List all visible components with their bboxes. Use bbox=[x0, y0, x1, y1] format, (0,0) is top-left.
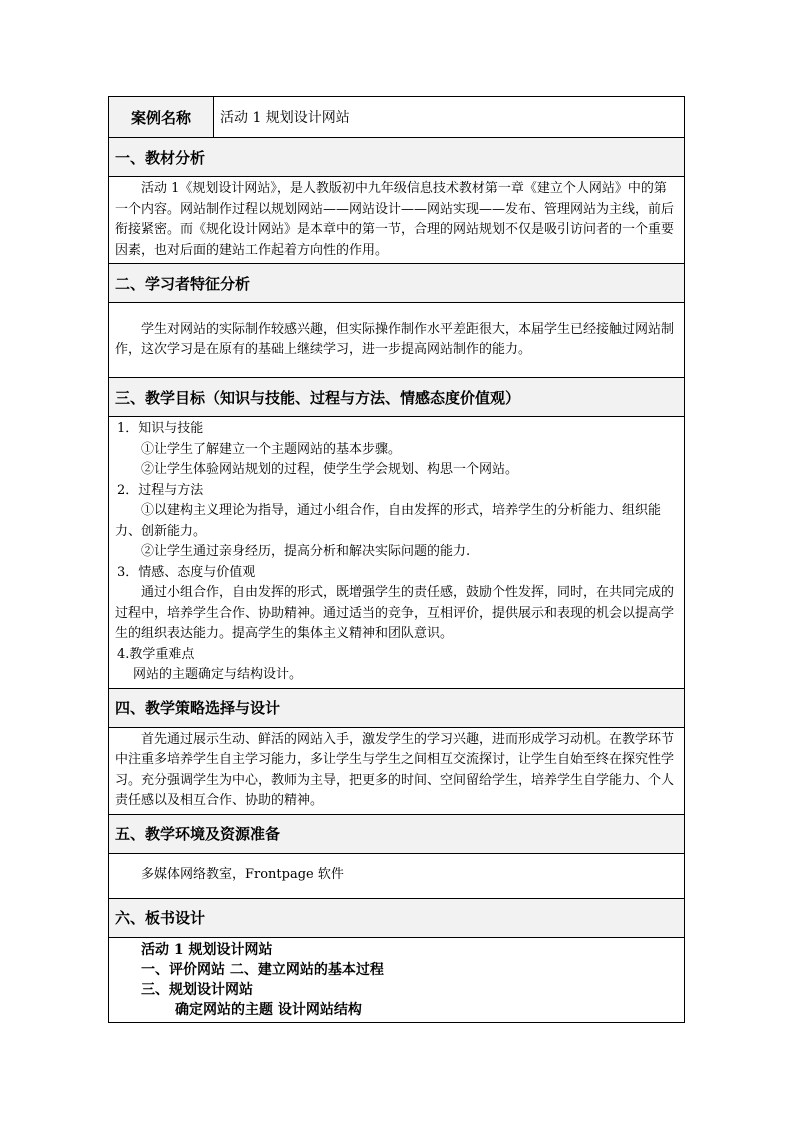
objective-heading: 4.教学重难点 bbox=[117, 646, 195, 662]
lesson-plan-table bbox=[108, 96, 685, 1023]
board-line: 三、规划设计网站 bbox=[141, 981, 253, 998]
section5-text: 多媒体网络教室，Frontpage 软件 bbox=[141, 867, 344, 883]
section2-text: 学生对网站的实际制作较感兴趣，但实际操作制作水平差距很大，本届学生已经接触过网站制作，这次学习是在原有的基础上继续学习，进一步提高网站制作的能力。 bbox=[115, 321, 675, 357]
header-row bbox=[109, 97, 685, 138]
section1-title: 一、教材分析 bbox=[109, 138, 685, 177]
section-header-row bbox=[109, 378, 685, 417]
board-line: 活动 1 规划设计网站 bbox=[141, 941, 273, 958]
objective-item: 网站的主题确定与结构设计。 bbox=[133, 667, 303, 682]
board-line: 确定网站的主题 设计网站结构 bbox=[175, 1001, 362, 1018]
objective-heading: 1．知识与技能 bbox=[117, 421, 204, 436]
board-line: 一、评价网站 二、建立网站的基本过程 bbox=[141, 961, 384, 978]
objective-heading: 3．情感、态度与价值观 bbox=[117, 564, 256, 580]
section-body-row bbox=[109, 417, 685, 689]
section-header-row bbox=[109, 138, 685, 177]
section4-text: 首先通过展示生动、鲜活的网站入手，激发学生的学习兴趣，进而形成学习动机。在教学环节中注重多培养学生自主学习能力，多让学生与学生之间相互交流探讨，让学生自始至终在探究性学习。充分强调学生为中心，教师为主导，把更多的时间、空间留给学生，培养学生自学能力、个人责任感以及相互合作、协助的精神。 bbox=[115, 731, 675, 808]
objective-item: 通过小组合作，自由发挥的形式，既增强学生的责任感，鼓励个性发挥，同时，在共同完成的过程中，培养学生合作、协助精神。通过适当的竞争，互相评价，提供展示和表现的机会以提高学生的组织表达能力。提高学生的集体主义精神和团队意识。 bbox=[115, 585, 675, 641]
board-design bbox=[109, 937, 685, 1022]
section4-body bbox=[109, 727, 685, 814]
section3-title: 三、教学目标（知识与技能、过程与方法、情感态度价值观） bbox=[109, 378, 685, 417]
objective-item: ②让学生通过亲身经历，提高分析和解决实际问题的能力. bbox=[141, 544, 471, 559]
section2-body bbox=[109, 303, 685, 378]
section-body-row bbox=[109, 937, 685, 1022]
lesson-plan-sheet bbox=[108, 96, 685, 1023]
objective-item: ①以建构主义理论为指导，通过小组合作，自由发挥的形式，培养学生的分析能力、组织能力、创新能力。 bbox=[115, 503, 662, 539]
section2-title: 二、学习者特征分析 bbox=[109, 264, 685, 303]
section1-text: 活动 1《规划设计网站》，是人教版初中九年级信息技术教材第一章《建立个人网站》中的第一个内容。网站制作过程以规划网站——网站设计——网站实现——发布、管理网站为主线，前后衔接紧密。而《规化设计网站》是本章中的第一节，合理的网站规划不仅是吸引访问者的一个重要因素，也对后面的建站工作起着方向性的作用。 bbox=[115, 181, 675, 258]
section5-body bbox=[109, 853, 685, 898]
objective-heading: 2．过程与方法 bbox=[117, 482, 204, 498]
section-body-row bbox=[109, 727, 685, 814]
section4-title: 四、教学策略选择与设计 bbox=[109, 688, 685, 727]
section3-body bbox=[109, 417, 685, 689]
case-name-label: 案例名称 bbox=[109, 97, 214, 138]
section-header-row bbox=[109, 688, 685, 727]
section-body-row bbox=[109, 177, 685, 264]
section-header-row bbox=[109, 898, 685, 937]
objective-item: ①让学生了解建立一个主题网站的基本步骤。 bbox=[141, 441, 402, 457]
section6-title: 六、板书设计 bbox=[109, 898, 685, 937]
section-body-row bbox=[109, 303, 685, 378]
section-body-row bbox=[109, 853, 685, 898]
section1-body bbox=[109, 177, 685, 264]
section-header-row bbox=[109, 264, 685, 303]
case-name-value: 活动 1 规划设计网站 bbox=[214, 97, 685, 138]
section5-title: 五、教学环境及资源准备 bbox=[109, 814, 685, 853]
objective-item: ②让学生体验网站规划的过程，使学生学会规划、构思一个网站。 bbox=[141, 462, 519, 477]
section-header-row bbox=[109, 814, 685, 853]
